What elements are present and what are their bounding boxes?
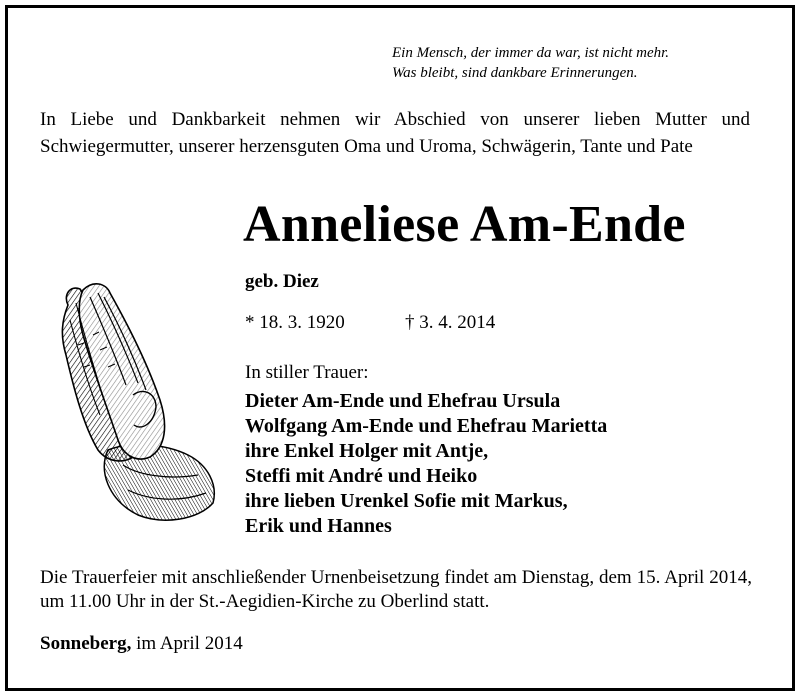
mourner-line: Wolfgang Am-Ende und Ehefrau Marietta	[245, 415, 608, 437]
mourner-line: ihre Enkel Holger mit Antje,	[245, 440, 489, 462]
mourner-line: ihre lieben Urenkel Sofie mit Markus,	[245, 490, 568, 512]
deceased-name: Anneliese Am-Ende	[243, 196, 686, 253]
intro-text: In Liebe und Dankbarkeit nehmen wir Abschied von unserer lieben Mutter und Schwiegermutter, unserer herzensguten Oma und Uroma, Schwägerin, Tante und Pate	[40, 109, 750, 157]
death-date: † 3. 4. 2014	[405, 312, 496, 333]
mourner-line: Dieter Am-Ende und Ehefrau Ursula	[245, 390, 561, 412]
signoff-place: Sonneberg,	[40, 633, 132, 654]
quote-line-1: Ein Mensch, der immer da war, ist nicht mehr.	[392, 45, 670, 61]
quote-line-2: Was bleibt, sind dankbare Erinnerungen.	[392, 65, 638, 81]
life-dates	[245, 311, 495, 335]
mourners-list	[245, 389, 607, 539]
quote	[392, 43, 752, 83]
signoff	[40, 632, 243, 656]
mourner-line: Steffi mit André und Heiko	[245, 465, 478, 487]
mourning-label: In stiller Trauer:	[245, 362, 369, 383]
birth-date: * 18. 3. 1920	[245, 312, 345, 333]
mourner-line: Erik und Hannes	[245, 515, 392, 537]
funeral-service-text: Die Trauerfeier mit anschließender Urnenbeisetzung findet am Dienstag, dem 15. April 2014, um 11.00 Uhr in der St.-Aegidien-Kirche zu Oberlind statt.	[40, 567, 752, 612]
signoff-date: im April 2014	[131, 633, 243, 654]
born-name: geb. Diez	[245, 271, 319, 292]
praying-hands-icon	[38, 275, 223, 530]
